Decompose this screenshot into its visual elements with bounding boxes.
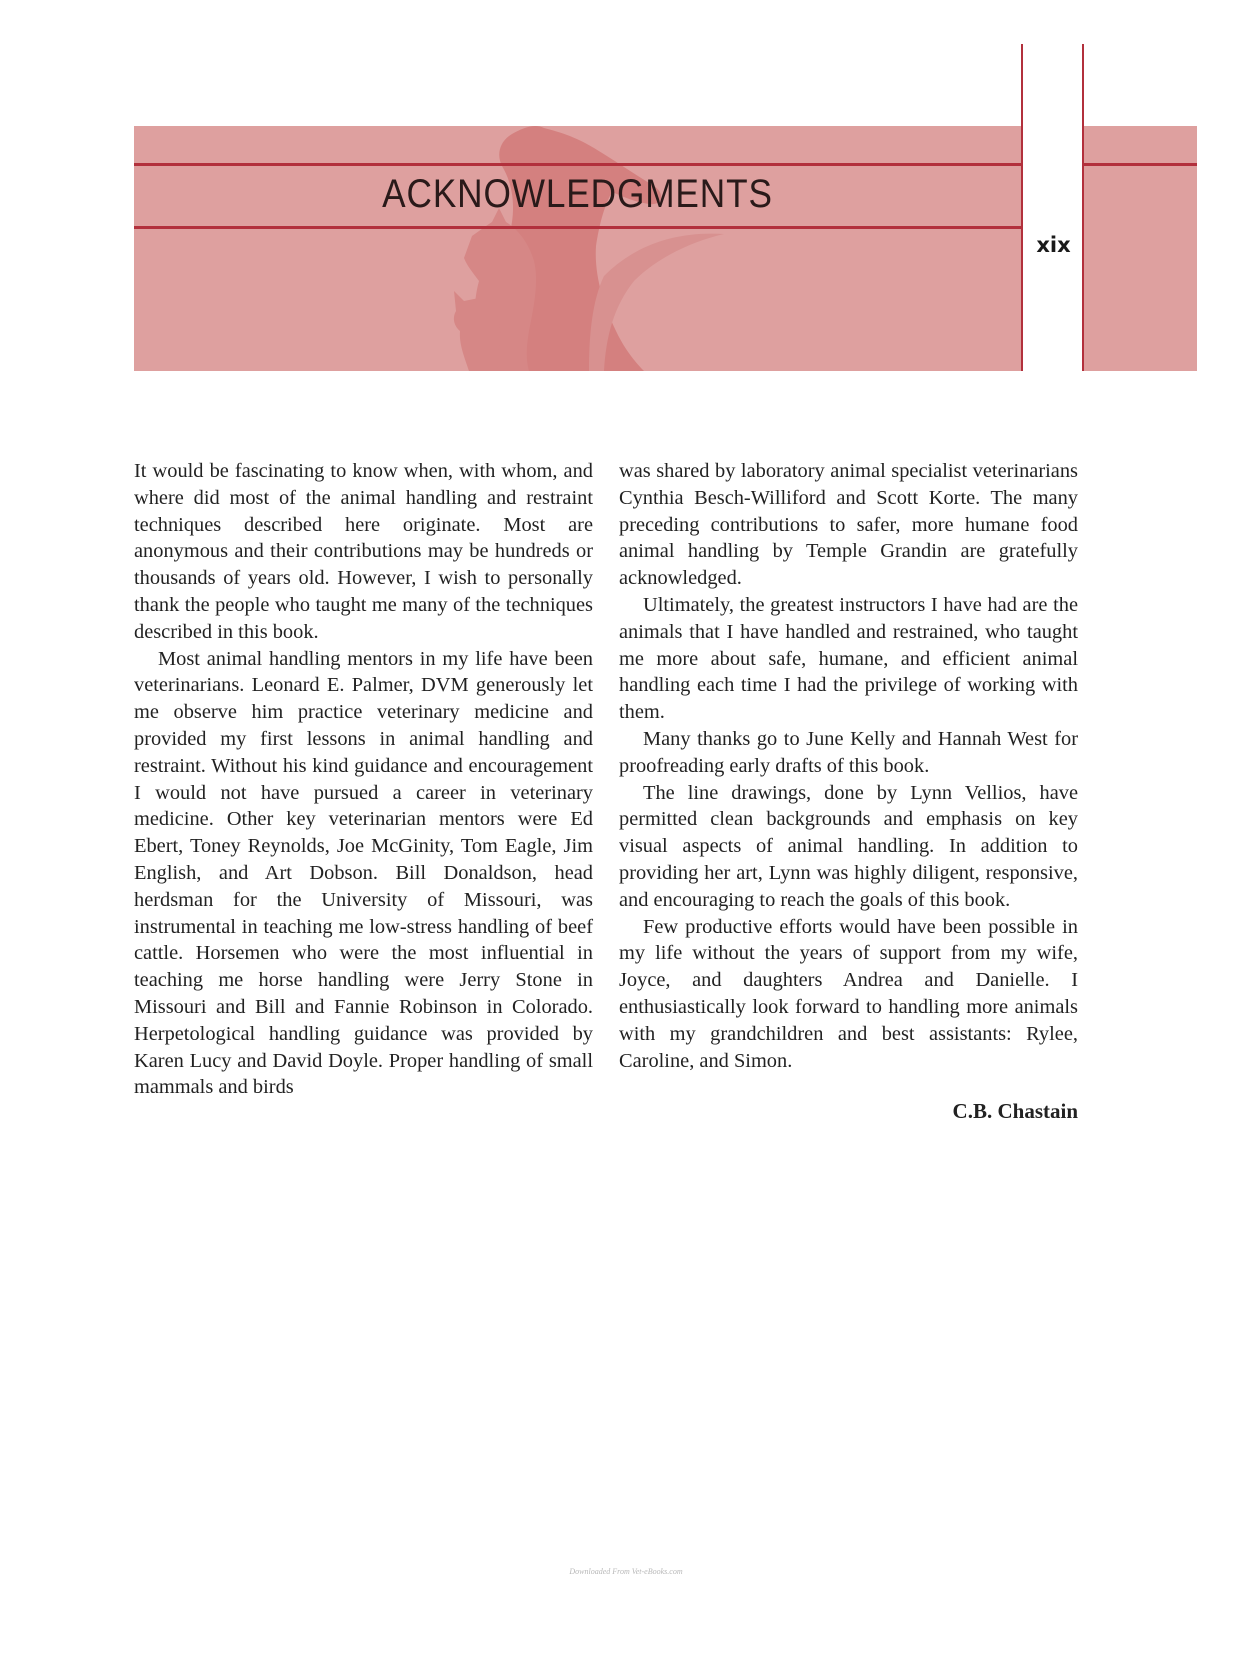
vertical-rule-right xyxy=(1082,44,1084,371)
paragraph: Ultimately, the greatest instructors I have had are the animals that I have handled and restrained, who taught me more about safe, humane, and efficient animal handling each time I had the privilege of working with them. xyxy=(619,593,1078,724)
paragraph: was shared by laboratory animal specialist veterinarians Cynthia Besch-Williford and Scott Korte. The many preceding contributions to safer, more humane food animal handling by Temple Grandin are gratefully acknowledged. xyxy=(619,460,1078,590)
paragraph: Most animal handling mentors in my life have been veterinarians. Leonard E. Palmer, DVM generously let me observe him practice veterinary medicine and provided my first lessons in animal handling and restraint. Without his kind guidance and encouragement I would not have pursued a career in veterinary medicine. Other key veterinarian mentors were Ed Ebert, Toney Reynolds, Joe McGinity, Tom Eagle, Jim English, and Art Dobson. Bill Donaldson, head herdsman for the University of Missouri, was instrumental in teaching me low-stress handling of beef cattle. Horsemen who were the most influential in teaching me horse handling were Jerry Stone in Missouri and Bill and Fannie Robinson in Colorado. Herpetological handling guidance was provided by Karen Lucy and David Doyle. Proper handling of small mammals and birds xyxy=(134,647,593,1099)
footer-watermark: Downloaded From Vet-eBooks.com xyxy=(569,1567,683,1576)
paragraph: Few productive efforts would have been possible in my life without the years of support from my wife, Joyce, and daughters Andrea and Danielle. I enthusiastically look forward to handling more animals with my grandchildren and best assistants: Rylee, Caroline, and Simon. xyxy=(619,915,1078,1072)
page-title: ACKNOWLEDGMENTS xyxy=(382,172,773,216)
paragraph: Many thanks go to June Kelly and Hannah West for proofreading early drafts of this book. xyxy=(619,727,1078,777)
paragraph: It would be fascinating to know when, with whom, and where did most of the animal handling and restraint techniques described here originate. Most are anonymous and their contributions may be hundreds or thousands of years old. However, I wish to personally thank the people who taught me many of the techniques described in this book. xyxy=(134,460,593,643)
paragraph: The line drawings, done by Lynn Vellios, have permitted clean backgrounds and emphasis on key visual aspects of animal handling. In addition to providing her art, Lynn was highly diligent, responsive, and encouraging to reach the goals of this book. xyxy=(619,781,1078,911)
title-rule-top xyxy=(134,163,1021,166)
title-rule-bottom xyxy=(134,226,1021,229)
author-signature: C.B. Chastain xyxy=(952,1099,1078,1123)
vertical-rule-left xyxy=(1021,44,1023,371)
page-number: xix xyxy=(1036,233,1071,257)
left-column xyxy=(134,458,593,1101)
right-column xyxy=(619,458,1078,1074)
title-rule-top-right xyxy=(1084,163,1197,166)
